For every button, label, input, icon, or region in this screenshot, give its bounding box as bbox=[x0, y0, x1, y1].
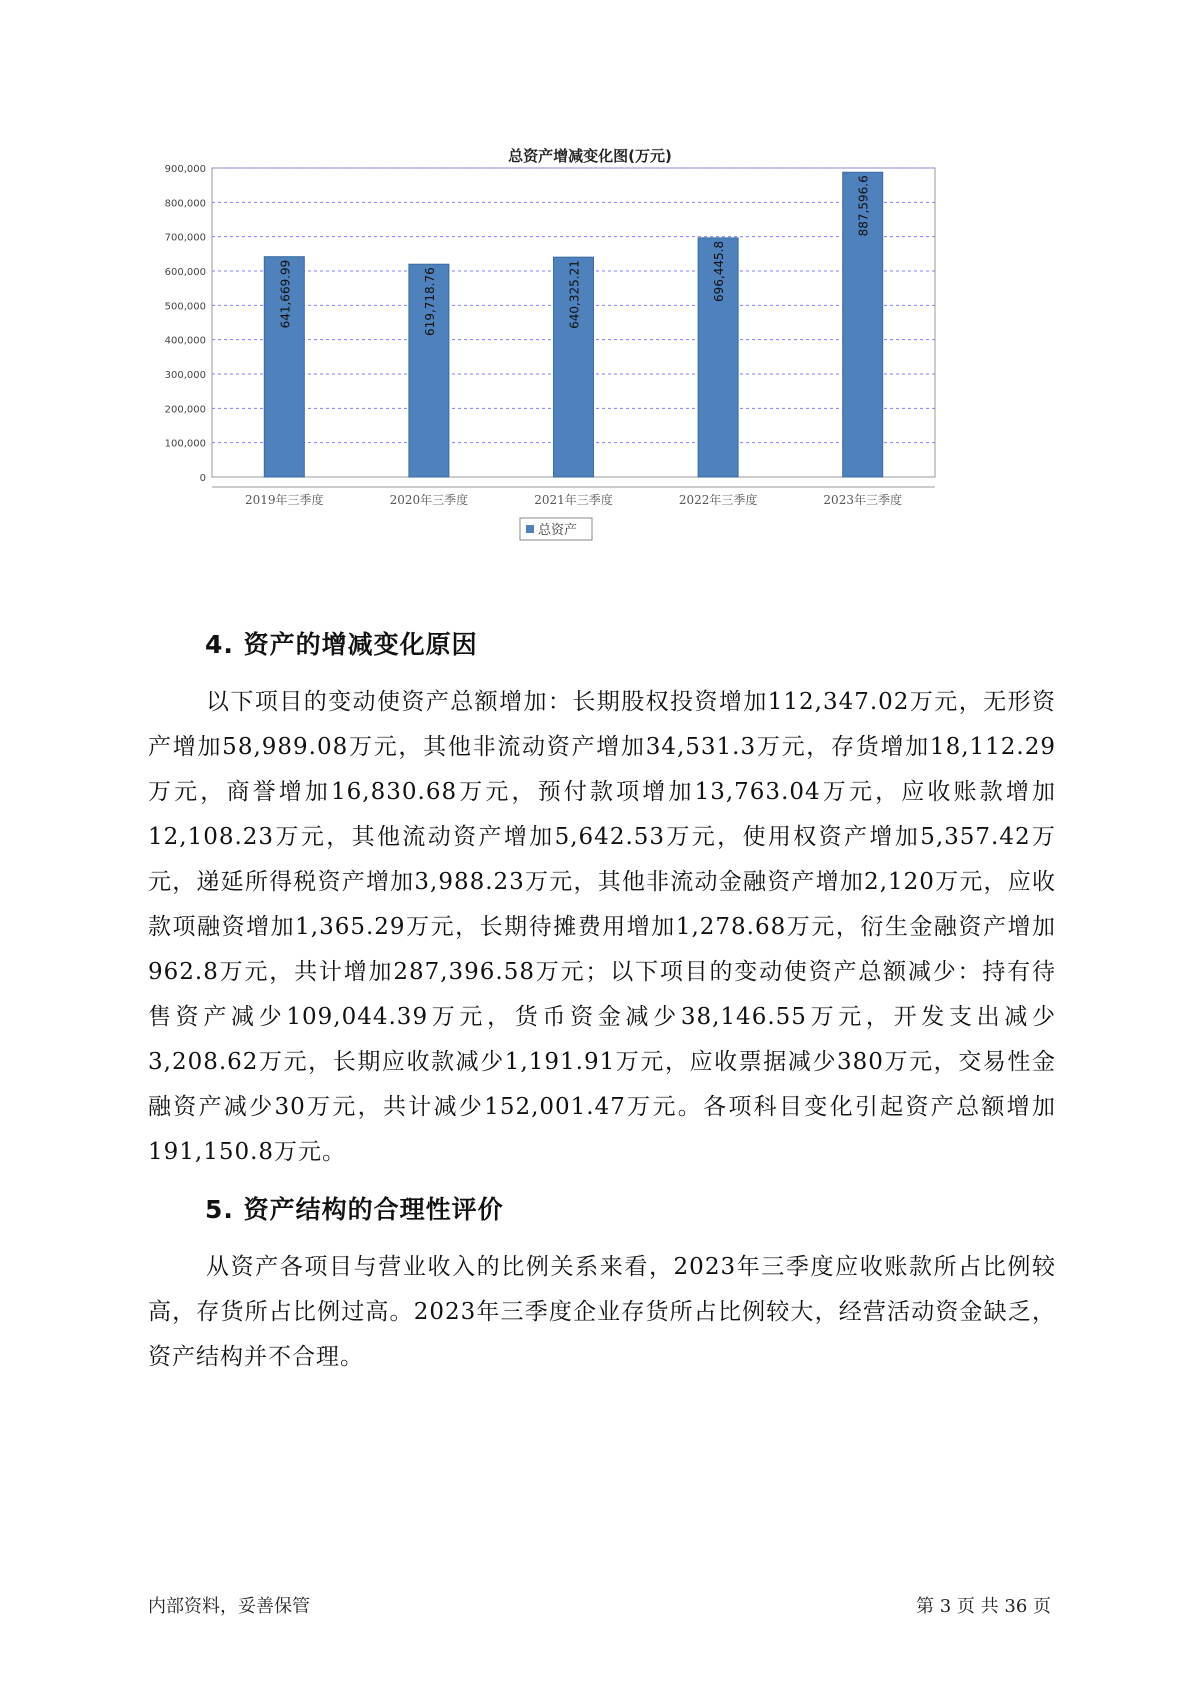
y-tick-label: 800,000 bbox=[164, 198, 206, 210]
chart-title: 总资产增减变化图(万元) bbox=[508, 147, 672, 165]
y-tick-label: 0 bbox=[199, 473, 206, 484]
section-5-paragraph: 从资产各项目与营业收入的比例关系来看，2023年三季度应收账款所占比例较高，存货所占比例过高。2023年三季度企业存货所占比例较大，经营活动资金缺乏，资产结构并不合理。 bbox=[148, 1254, 1056, 1370]
legend-label: 总资产 bbox=[538, 523, 578, 538]
section-5-heading: 5. 资产结构的合理性评价 bbox=[205, 1195, 504, 1224]
total-assets-chart bbox=[150, 135, 1030, 595]
section-4-heading: 4. 资产的增减变化原因 bbox=[205, 630, 478, 659]
x-tick-label: 2019年三季度 bbox=[245, 493, 324, 507]
x-tick-label: 2023年三季度 bbox=[823, 493, 902, 507]
footer-confidential-note: 内部资料，妥善保管 bbox=[148, 1596, 310, 1617]
x-tick-label: 2022年三季度 bbox=[678, 493, 758, 507]
footer-page-number: 第 3 页 共 36 页 bbox=[916, 1596, 1051, 1617]
bar-data-label: 640,325.21 bbox=[567, 260, 582, 329]
bar-data-label: 641,669.99 bbox=[278, 259, 293, 329]
y-tick-label: 300,000 bbox=[164, 370, 206, 381]
bar-data-label: 696,445.8 bbox=[712, 240, 727, 302]
bar-data-label: 887,596.6 bbox=[856, 175, 871, 237]
y-tick-label: 600,000 bbox=[164, 267, 206, 278]
y-tick-label: 400,000 bbox=[164, 335, 206, 347]
legend-swatch bbox=[526, 525, 534, 533]
y-tick-label: 700,000 bbox=[164, 232, 206, 244]
bar-data-label: 619,718.76 bbox=[422, 267, 437, 336]
y-tick-label: 900,000 bbox=[164, 164, 206, 175]
y-tick-label: 500,000 bbox=[164, 301, 206, 313]
x-tick-label: 2020年三季度 bbox=[389, 493, 469, 507]
y-tick-label: 100,000 bbox=[164, 438, 206, 450]
section-4-paragraph: 以下项目的变动使资产总额增加：长期股权投资增加112,347.02万元，无形资产增加58,989.08万元，其他非流动资产增加34,531.3万元，存货增加18,112.29万元，商誉增加16,830.68万元，预付款项增加13,763.04万元，应收账款增加12,108.23万元，其他流动资产增加5,642.53万元，使用权资产增加5,357.42万元，递延所得税资产增加3,988.23万元，其他非流动金融资产增加2,120万元，应收款项融资增加1,365.29万元，长期待摊费用增加1,278.68万元，衍生金融资产增加962.8万元，共计增加287,396.58万元；以下项目的变动使资产总额减少：持有待售资产减少109,044.39万元，货币资金减少38,146.55万元，开发支出减少3,208.62万元，长期应收款减少1,191.91万元，应收票据减少380万元，交易性金融资产减少30万元，共计减少152,001.47万元。各项科目变化引起资产总额增加191,150.8万元。 bbox=[148, 689, 1056, 1165]
chart-svg bbox=[150, 135, 1030, 595]
y-tick-label: 200,000 bbox=[164, 404, 206, 416]
x-tick-label: 2021年三季度 bbox=[534, 493, 613, 507]
